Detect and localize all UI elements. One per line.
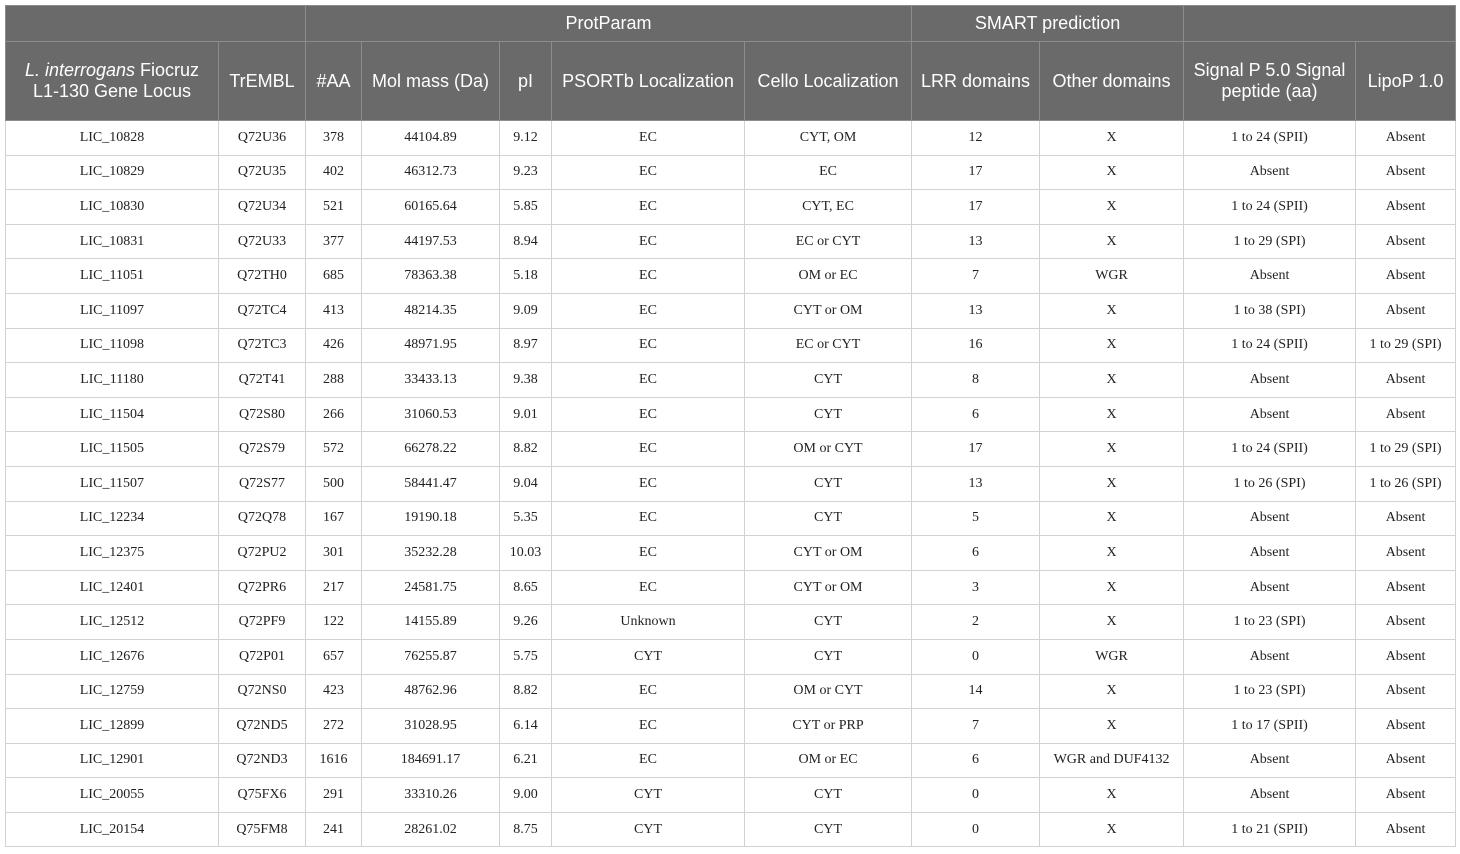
table-container	[5, 5, 1455, 847]
cell-signalp: Absent	[1184, 259, 1356, 294]
cell-trembl: Q72U35	[219, 155, 306, 190]
cell-psortb: EC	[552, 501, 745, 536]
cell-lrr: 13	[912, 466, 1040, 501]
col-header-mol-mass: Mol mass (Da)	[362, 42, 500, 121]
cell-trembl: Q72S77	[219, 466, 306, 501]
cell-cello: CYT	[745, 397, 912, 432]
cell-gene-locus: LIC_10831	[6, 224, 219, 259]
cell-lrr: 6	[912, 743, 1040, 778]
cell-mol-mass: 66278.22	[362, 432, 500, 467]
cell-gene-locus: LIC_20154	[6, 812, 219, 847]
cell-gene-locus: LIC_12676	[6, 639, 219, 674]
group-header-row	[6, 6, 1456, 42]
cell-gene-locus: LIC_20055	[6, 778, 219, 813]
cell-mol-mass: 33433.13	[362, 363, 500, 398]
cell-cello: EC	[745, 155, 912, 190]
cell-aa: 301	[306, 536, 362, 571]
cell-aa: 272	[306, 709, 362, 744]
cell-other-domains: X	[1040, 190, 1184, 225]
cell-lrr: 2	[912, 605, 1040, 640]
cell-pi: 8.75	[500, 812, 552, 847]
cell-other-domains: X	[1040, 155, 1184, 190]
protein-prediction-table	[5, 5, 1456, 847]
cell-lrr: 0	[912, 639, 1040, 674]
cell-other-domains: WGR and DUF4132	[1040, 743, 1184, 778]
cell-signalp: Absent	[1184, 743, 1356, 778]
cell-psortb: EC	[552, 709, 745, 744]
cell-mol-mass: 78363.38	[362, 259, 500, 294]
cell-pi: 9.09	[500, 293, 552, 328]
table-row	[6, 501, 1456, 536]
cell-lrr: 7	[912, 709, 1040, 744]
cell-other-domains: X	[1040, 432, 1184, 467]
table-row	[6, 224, 1456, 259]
cell-other-domains: X	[1040, 224, 1184, 259]
cell-pi: 6.21	[500, 743, 552, 778]
cell-gene-locus: LIC_12901	[6, 743, 219, 778]
cell-signalp: Absent	[1184, 536, 1356, 571]
cell-other-domains: X	[1040, 121, 1184, 156]
cell-cello: OM or CYT	[745, 432, 912, 467]
cell-lipop: Absent	[1356, 674, 1456, 709]
cell-mol-mass: 76255.87	[362, 639, 500, 674]
cell-lipop: Absent	[1356, 812, 1456, 847]
cell-mol-mass: 184691.17	[362, 743, 500, 778]
table-body	[6, 121, 1456, 847]
cell-cello: CYT, OM	[745, 121, 912, 156]
cell-aa: 241	[306, 812, 362, 847]
cell-other-domains: X	[1040, 812, 1184, 847]
cell-aa: 572	[306, 432, 362, 467]
table-row	[6, 778, 1456, 813]
cell-trembl: Q72U33	[219, 224, 306, 259]
col-header-psortb: PSORTb Localization	[552, 42, 745, 121]
cell-trembl: Q72PR6	[219, 570, 306, 605]
cell-psortb: EC	[552, 536, 745, 571]
cell-psortb: EC	[552, 121, 745, 156]
cell-aa: 685	[306, 259, 362, 294]
cell-aa: 657	[306, 639, 362, 674]
cell-aa: 521	[306, 190, 362, 225]
cell-trembl: Q72PU2	[219, 536, 306, 571]
cell-other-domains: X	[1040, 397, 1184, 432]
group-header-protparam: ProtParam	[306, 6, 912, 42]
table-row	[6, 536, 1456, 571]
cell-cello: CYT or PRP	[745, 709, 912, 744]
cell-lipop: Absent	[1356, 155, 1456, 190]
cell-trembl: Q72TH0	[219, 259, 306, 294]
cell-psortb: EC	[552, 259, 745, 294]
cell-lrr: 16	[912, 328, 1040, 363]
cell-lipop: Absent	[1356, 259, 1456, 294]
cell-lipop: Absent	[1356, 121, 1456, 156]
table-row	[6, 259, 1456, 294]
cell-other-domains: X	[1040, 466, 1184, 501]
cell-trembl: Q72P01	[219, 639, 306, 674]
cell-signalp: 1 to 23 (SPI)	[1184, 605, 1356, 640]
col-header-aa: #AA	[306, 42, 362, 121]
cell-lrr: 17	[912, 155, 1040, 190]
table-row	[6, 605, 1456, 640]
cell-other-domains: X	[1040, 501, 1184, 536]
cell-other-domains: X	[1040, 328, 1184, 363]
cell-other-domains: X	[1040, 293, 1184, 328]
cell-cello: CYT, EC	[745, 190, 912, 225]
cell-lrr: 12	[912, 121, 1040, 156]
cell-gene-locus: LIC_11505	[6, 432, 219, 467]
cell-lipop: Absent	[1356, 639, 1456, 674]
cell-aa: 423	[306, 674, 362, 709]
cell-pi: 9.01	[500, 397, 552, 432]
table-row	[6, 639, 1456, 674]
cell-aa: 377	[306, 224, 362, 259]
cell-signalp: Absent	[1184, 778, 1356, 813]
cell-aa: 266	[306, 397, 362, 432]
cell-psortb: CYT	[552, 639, 745, 674]
cell-signalp: 1 to 23 (SPI)	[1184, 674, 1356, 709]
cell-lipop: Absent	[1356, 224, 1456, 259]
col-header-gene-locus-species: L. interrogans	[24, 60, 136, 80]
cell-lrr: 13	[912, 293, 1040, 328]
cell-gene-locus: LIC_10828	[6, 121, 219, 156]
cell-trembl: Q75FM8	[219, 812, 306, 847]
cell-gene-locus: LIC_12512	[6, 605, 219, 640]
cell-lrr: 5	[912, 501, 1040, 536]
cell-lrr: 13	[912, 224, 1040, 259]
cell-psortb: EC	[552, 190, 745, 225]
cell-signalp: Absent	[1184, 155, 1356, 190]
cell-signalp: 1 to 24 (SPII)	[1184, 121, 1356, 156]
cell-other-domains: X	[1040, 674, 1184, 709]
table-row	[6, 121, 1456, 156]
cell-lipop: Absent	[1356, 363, 1456, 398]
cell-trembl: Q72NS0	[219, 674, 306, 709]
cell-lipop: Absent	[1356, 190, 1456, 225]
cell-psortb: EC	[552, 466, 745, 501]
cell-other-domains: X	[1040, 709, 1184, 744]
cell-lrr: 14	[912, 674, 1040, 709]
cell-cello: OM or CYT	[745, 674, 912, 709]
col-header-lrr: LRR domains	[912, 42, 1040, 121]
col-header-gene-locus-rest: Fiocruz L1-130 Gene Locus	[32, 60, 200, 101]
cell-other-domains: X	[1040, 605, 1184, 640]
cell-trembl: Q72S80	[219, 397, 306, 432]
cell-aa: 402	[306, 155, 362, 190]
table-row	[6, 397, 1456, 432]
cell-mol-mass: 46312.73	[362, 155, 500, 190]
cell-aa: 413	[306, 293, 362, 328]
cell-mol-mass: 28261.02	[362, 812, 500, 847]
cell-signalp: Absent	[1184, 639, 1356, 674]
col-header-other-domains: Other domains	[1040, 42, 1184, 121]
cell-trembl: Q72ND5	[219, 709, 306, 744]
cell-lrr: 6	[912, 536, 1040, 571]
cell-gene-locus: LIC_11507	[6, 466, 219, 501]
cell-trembl: Q72S79	[219, 432, 306, 467]
cell-cello: CYT	[745, 639, 912, 674]
cell-psortb: EC	[552, 397, 745, 432]
cell-psortb: Unknown	[552, 605, 745, 640]
cell-lipop: Absent	[1356, 536, 1456, 571]
cell-mol-mass: 24581.75	[362, 570, 500, 605]
cell-signalp: Absent	[1184, 501, 1356, 536]
cell-trembl: Q72PF9	[219, 605, 306, 640]
cell-aa: 288	[306, 363, 362, 398]
cell-psortb: EC	[552, 570, 745, 605]
cell-cello: CYT or OM	[745, 570, 912, 605]
cell-psortb: EC	[552, 363, 745, 398]
cell-trembl: Q72U34	[219, 190, 306, 225]
cell-mol-mass: 44104.89	[362, 121, 500, 156]
cell-signalp: Absent	[1184, 570, 1356, 605]
cell-aa: 426	[306, 328, 362, 363]
cell-mol-mass: 48971.95	[362, 328, 500, 363]
cell-gene-locus: LIC_12759	[6, 674, 219, 709]
column-header-row	[6, 42, 1456, 121]
cell-lipop: Absent	[1356, 709, 1456, 744]
cell-signalp: 1 to 29 (SPI)	[1184, 224, 1356, 259]
group-header-smart: SMART prediction	[912, 6, 1184, 42]
cell-lipop: Absent	[1356, 293, 1456, 328]
cell-trembl: Q72Q78	[219, 501, 306, 536]
cell-lrr: 17	[912, 190, 1040, 225]
cell-other-domains: WGR	[1040, 259, 1184, 294]
cell-pi: 5.18	[500, 259, 552, 294]
cell-trembl: Q72ND3	[219, 743, 306, 778]
cell-gene-locus: LIC_12401	[6, 570, 219, 605]
cell-aa: 378	[306, 121, 362, 156]
cell-trembl: Q72TC4	[219, 293, 306, 328]
cell-gene-locus: LIC_11051	[6, 259, 219, 294]
cell-mol-mass: 19190.18	[362, 501, 500, 536]
cell-mol-mass: 48762.96	[362, 674, 500, 709]
cell-gene-locus: LIC_10829	[6, 155, 219, 190]
cell-pi: 10.03	[500, 536, 552, 571]
cell-lrr: 6	[912, 397, 1040, 432]
cell-lipop: Absent	[1356, 778, 1456, 813]
table-row	[6, 674, 1456, 709]
cell-psortb: EC	[552, 674, 745, 709]
cell-lipop: Absent	[1356, 605, 1456, 640]
cell-signalp: 1 to 24 (SPII)	[1184, 190, 1356, 225]
cell-psortb: CYT	[552, 778, 745, 813]
cell-psortb: EC	[552, 743, 745, 778]
cell-lipop: Absent	[1356, 743, 1456, 778]
cell-psortb: CYT	[552, 812, 745, 847]
table-row	[6, 432, 1456, 467]
cell-signalp: 1 to 24 (SPII)	[1184, 432, 1356, 467]
cell-cello: OM or EC	[745, 743, 912, 778]
cell-cello: CYT	[745, 778, 912, 813]
table-header	[6, 6, 1456, 121]
cell-lipop: Absent	[1356, 501, 1456, 536]
cell-cello: CYT	[745, 812, 912, 847]
cell-mol-mass: 33310.26	[362, 778, 500, 813]
cell-gene-locus: LIC_12899	[6, 709, 219, 744]
cell-lipop: 1 to 29 (SPI)	[1356, 432, 1456, 467]
cell-mol-mass: 31060.53	[362, 397, 500, 432]
table-row	[6, 709, 1456, 744]
cell-lrr: 0	[912, 778, 1040, 813]
cell-psortb: EC	[552, 224, 745, 259]
table-row	[6, 570, 1456, 605]
cell-lrr: 3	[912, 570, 1040, 605]
cell-pi: 8.65	[500, 570, 552, 605]
cell-pi: 9.38	[500, 363, 552, 398]
cell-pi: 9.26	[500, 605, 552, 640]
cell-gene-locus: LIC_11180	[6, 363, 219, 398]
cell-lipop: 1 to 29 (SPI)	[1356, 328, 1456, 363]
cell-trembl: Q72T41	[219, 363, 306, 398]
cell-cello: EC or CYT	[745, 328, 912, 363]
cell-cello: CYT	[745, 501, 912, 536]
cell-lipop: Absent	[1356, 397, 1456, 432]
cell-pi: 8.82	[500, 674, 552, 709]
cell-psortb: EC	[552, 293, 745, 328]
cell-mol-mass: 44197.53	[362, 224, 500, 259]
cell-cello: CYT	[745, 363, 912, 398]
cell-pi: 6.14	[500, 709, 552, 744]
cell-pi: 8.94	[500, 224, 552, 259]
cell-signalp: Absent	[1184, 397, 1356, 432]
cell-pi: 5.85	[500, 190, 552, 225]
col-header-trembl: TrEMBL	[219, 42, 306, 121]
cell-lrr: 8	[912, 363, 1040, 398]
cell-lrr: 17	[912, 432, 1040, 467]
cell-gene-locus: LIC_12375	[6, 536, 219, 571]
cell-aa: 217	[306, 570, 362, 605]
cell-psortb: EC	[552, 328, 745, 363]
cell-pi: 5.75	[500, 639, 552, 674]
cell-cello: CYT or OM	[745, 536, 912, 571]
cell-trembl: Q72U36	[219, 121, 306, 156]
cell-cello: CYT	[745, 466, 912, 501]
cell-cello: EC or CYT	[745, 224, 912, 259]
cell-signalp: 1 to 26 (SPI)	[1184, 466, 1356, 501]
cell-lrr: 0	[912, 812, 1040, 847]
cell-cello: CYT or OM	[745, 293, 912, 328]
cell-pi: 9.04	[500, 466, 552, 501]
cell-signalp: 1 to 24 (SPII)	[1184, 328, 1356, 363]
cell-pi: 9.12	[500, 121, 552, 156]
col-header-lipop: LipoP 1.0	[1356, 42, 1456, 121]
cell-mol-mass: 48214.35	[362, 293, 500, 328]
cell-other-domains: WGR	[1040, 639, 1184, 674]
col-header-gene-locus	[6, 42, 219, 121]
cell-aa: 167	[306, 501, 362, 536]
col-header-pi: pI	[500, 42, 552, 121]
group-header-empty-right	[1184, 6, 1456, 42]
table-row	[6, 293, 1456, 328]
cell-signalp: Absent	[1184, 363, 1356, 398]
cell-trembl: Q75FX6	[219, 778, 306, 813]
cell-other-domains: X	[1040, 363, 1184, 398]
cell-gene-locus: LIC_10830	[6, 190, 219, 225]
cell-psortb: EC	[552, 155, 745, 190]
cell-mol-mass: 58441.47	[362, 466, 500, 501]
table-row	[6, 812, 1456, 847]
cell-trembl: Q72TC3	[219, 328, 306, 363]
table-row	[6, 190, 1456, 225]
table-row	[6, 328, 1456, 363]
cell-gene-locus: LIC_12234	[6, 501, 219, 536]
cell-pi: 8.97	[500, 328, 552, 363]
table-row	[6, 466, 1456, 501]
cell-cello: CYT	[745, 605, 912, 640]
cell-cello: OM or EC	[745, 259, 912, 294]
cell-gene-locus: LIC_11504	[6, 397, 219, 432]
cell-signalp: 1 to 38 (SPI)	[1184, 293, 1356, 328]
cell-lipop: Absent	[1356, 570, 1456, 605]
col-header-signalp: Signal P 5.0 Signal peptide (aa)	[1184, 42, 1356, 121]
cell-gene-locus: LIC_11097	[6, 293, 219, 328]
cell-signalp: 1 to 21 (SPII)	[1184, 812, 1356, 847]
cell-mol-mass: 31028.95	[362, 709, 500, 744]
cell-pi: 9.00	[500, 778, 552, 813]
cell-pi: 5.35	[500, 501, 552, 536]
cell-mol-mass: 60165.64	[362, 190, 500, 225]
cell-pi: 9.23	[500, 155, 552, 190]
cell-gene-locus: LIC_11098	[6, 328, 219, 363]
cell-other-domains: X	[1040, 536, 1184, 571]
cell-pi: 8.82	[500, 432, 552, 467]
cell-aa: 1616	[306, 743, 362, 778]
cell-other-domains: X	[1040, 778, 1184, 813]
cell-lrr: 7	[912, 259, 1040, 294]
cell-aa: 500	[306, 466, 362, 501]
cell-signalp: 1 to 17 (SPII)	[1184, 709, 1356, 744]
cell-other-domains: X	[1040, 570, 1184, 605]
table-row	[6, 363, 1456, 398]
group-header-empty	[6, 6, 306, 42]
cell-psortb: EC	[552, 432, 745, 467]
cell-mol-mass: 35232.28	[362, 536, 500, 571]
table-row	[6, 743, 1456, 778]
cell-aa: 122	[306, 605, 362, 640]
table-row	[6, 155, 1456, 190]
cell-aa: 291	[306, 778, 362, 813]
cell-lipop: 1 to 26 (SPI)	[1356, 466, 1456, 501]
col-header-cello: Cello Localization	[745, 42, 912, 121]
cell-mol-mass: 14155.89	[362, 605, 500, 640]
